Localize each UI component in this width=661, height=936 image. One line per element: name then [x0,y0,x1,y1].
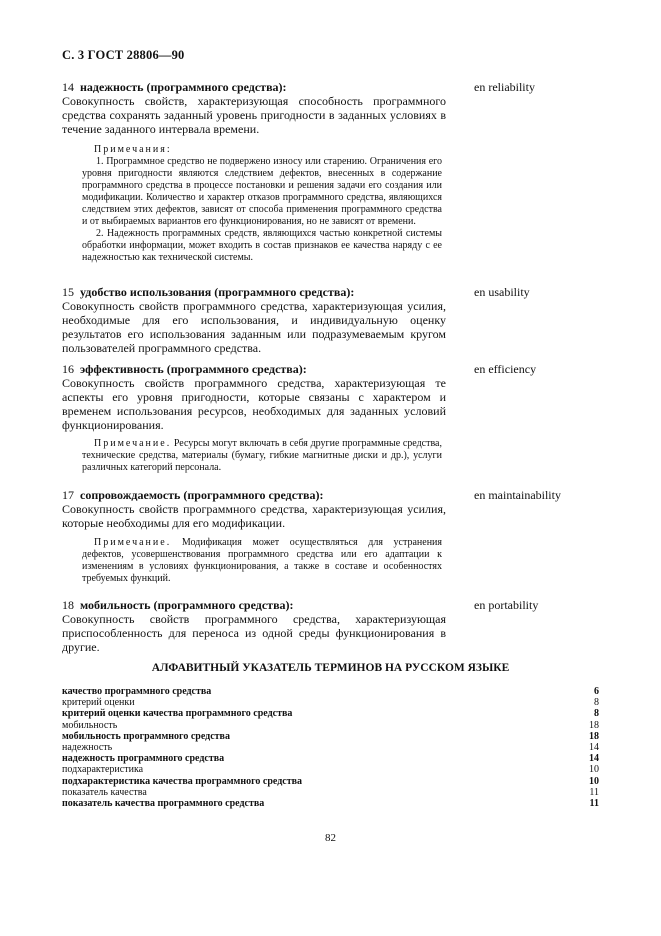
index-term: подхарактеристика качества программного средства [62,775,302,787]
term-16-english: en efficiency [474,362,537,376]
term-14 [62,80,446,136]
term-number: 17 [62,488,74,502]
index-row [62,708,599,719]
term-number: 16 [62,362,74,376]
index-row [62,731,599,742]
term-number: 18 [62,598,74,612]
note-label: Примечание. [94,537,172,548]
index-row [62,764,599,775]
term-definition: Совокупность свойств программного средства, характеризующая те аспекты его уровня пригодности, которые связаны с характером и временем использования ресурсов, необходимых для заданных условий функционирования. [62,376,446,432]
page-header: С. 3 ГОСТ 28806—90 [62,48,185,62]
index-term: подхарактеристика [62,764,144,776]
term-definition: Совокупность свойств программного средства, характеризующая приспособленность для переноса из одной среды функционирования в другие. [62,612,446,654]
note-paragraph-1: 1. Программное средство не подвержено износу или старению. Ограничения его уровня пригодности являются следствием дефектов, внесенных в содержание программного средства в процессе постановки и решения задачи его создания или модификации. Количество и характер отказов программного средства, являющихся следствием этих дефектов, зависят от способа применения программного средства и от выбираемых вариантов его функционирования, но не зависят от времени. [82,156,442,227]
index-term: мобильность [62,719,118,731]
index-row [62,720,599,731]
term-number: 15 [62,285,74,299]
index-page: 11 [589,797,599,809]
index-row [62,753,599,764]
index-term: показатель качества [62,786,147,798]
page-number: 82 [325,832,336,844]
index-page: 11 [589,786,599,798]
index-page: 8 [594,697,599,709]
term-17 [62,488,446,530]
term-15-english: en usability [474,285,530,299]
index-page: 18 [589,719,599,731]
note-14 [82,144,442,264]
index-term: критерий оценки [62,697,135,709]
index-row [62,776,599,787]
index-page: 10 [589,775,599,787]
index-term: мобильность программного средства [62,730,230,742]
term-name: эффективность (программного средства): [80,362,307,376]
term-name: надежность (программного средства): [80,80,287,94]
index-term: надежность программного средства [62,753,225,765]
note-text: Модификация может осуществляться для устранения дефектов, усовершенствования программного средства или его адаптации к изменениям в условиях функционирования, а также в составе и особенностях требуемых функций. [82,537,443,584]
term-17-english: en maintainability [474,488,561,502]
note-label: Примечание. [94,438,172,449]
note-title: Примечания: [94,144,172,155]
term-definition: Совокупность свойств, характеризующая способность программного средства сохранять заданный уровень пригодности в заданных условиях в течение заданного интервала времени. [62,94,446,136]
note-16 [82,438,442,474]
term-name: удобство использования (программного средства): [80,285,355,299]
term-18 [62,598,446,654]
index-page: 6 [594,686,599,697]
index-row [62,742,599,753]
term-15 [62,285,446,355]
index-page: 8 [594,708,599,720]
term-14-english: en reliability [474,80,535,94]
index-page: 18 [589,730,599,742]
index-row [62,697,599,708]
term-name: мобильность (программного средства): [80,598,294,612]
term-18-english: en portability [474,598,539,612]
note-paragraph-2: 2. Надежность программных средств, являющихся частью конкретной системы обработки информации, может входить в состав признаков ее качества наряду с ее надежностью как технической системы. [82,228,442,263]
term-number: 14 [62,80,74,94]
index-page: 14 [589,741,599,753]
term-16 [62,362,446,432]
note-text: Ресурсы могут включать в себя другие программные средства, технические средства, материалы (бумагу, гибкие магнитные диски и др.), услуги различных категорий персонала. [82,438,442,473]
index-term: качество программного средства [62,686,212,697]
index-page: 10 [589,764,599,776]
index-row [62,798,599,809]
index-list [62,686,599,809]
index-term: показатель качества программного средства [62,797,265,809]
term-name: сопровождаемость (программного средства): [80,488,324,502]
index-row [62,686,599,697]
index-term: надежность [62,741,113,753]
term-definition: Совокупность свойств программного средства, характеризующая усилия, необходимые для его использования, и индивидуальную оценку результатов его использования заданным или подразумеваемым кругом пользователей программного средства. [62,299,446,355]
index-term: критерий оценки качества программного средства [62,708,293,720]
note-17 [82,537,442,585]
term-definition: Совокупность свойств программного средства, характеризующая усилия, которые необходимы для его модификации. [62,502,446,530]
index-title: АЛФАВИТНЫЙ УКАЗАТЕЛЬ ТЕРМИНОВ НА РУССКОМ ЯЗЫКЕ [151,662,510,674]
index-row [62,787,599,798]
index-page: 14 [589,753,599,765]
